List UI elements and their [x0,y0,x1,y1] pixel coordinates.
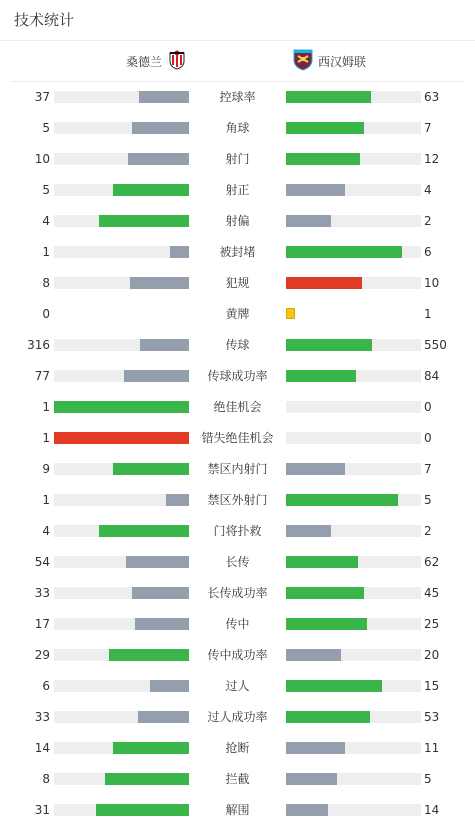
stat-row [0,764,475,795]
home-stat-bar [54,432,189,444]
stat-row [0,516,475,547]
home-stat-value: 4 [42,524,50,538]
home-stat-bar-fill [166,494,189,506]
stat-row [0,547,475,578]
away-stat-bar-fill [286,184,345,196]
away-stat-value: 45 [424,586,440,600]
home-stat-value: 5 [42,121,50,135]
stat-row [0,299,475,330]
home-stat-bar [54,153,189,165]
home-stat-bar-fill [170,246,189,258]
home-stat-bar-fill [113,463,189,475]
stat-label: 过人成功率 [207,710,268,724]
stat-row [0,423,475,454]
stat-row [0,237,475,268]
away-stat-bar [286,494,421,506]
home-stat-bar-fill [140,339,189,351]
home-stat-bar [54,680,189,692]
stat-row [0,144,475,175]
stat-label: 长传 [225,555,250,569]
away-stat-value: 0 [424,400,432,414]
home-team[interactable] [126,41,188,81]
home-stat-bar [54,339,189,351]
home-stat-value: 8 [42,276,50,290]
stat-label: 绝佳机会 [213,400,262,414]
away-stat-value: 2 [424,214,432,228]
home-stat-bar-fill [128,153,189,165]
home-stat-value: 10 [34,152,50,166]
home-stat-bar-fill [130,277,189,289]
home-stat-bar-fill [99,525,189,537]
away-stat-bar-fill [286,618,367,630]
home-stat-bar [54,773,189,785]
home-stat-bar-fill [124,370,189,382]
home-stat-bar [54,804,189,816]
home-stat-bar-fill [113,742,189,754]
away-stat-bar-fill [286,153,360,165]
stat-label: 犯规 [225,276,250,290]
home-stat-bar [54,184,189,196]
away-stat-bar [286,432,421,444]
away-stat-value: 12 [424,152,440,166]
away-stat-bar-fill [286,680,382,692]
away-stat-value: 11 [424,741,440,755]
away-stat-value: 5 [424,772,432,786]
away-stat-bar [286,153,421,165]
stat-label: 角球 [225,121,250,135]
stat-label: 禁区外射门 [207,493,268,507]
home-stat-bar [54,122,189,134]
home-stat-bar-fill [139,91,189,103]
home-stat-bar-fill [132,122,189,134]
home-stat-value: 9 [42,462,50,476]
stat-label: 传中 [225,617,250,631]
stat-row [0,392,475,423]
home-stat-bar-fill [54,432,189,444]
home-stat-value: 17 [34,617,50,631]
home-stat-bar-fill [109,649,189,661]
home-stat-bar [54,742,189,754]
away-stat-bar-fill [286,587,364,599]
stat-label: 射门 [225,152,250,166]
teams-header [0,41,475,81]
stat-label: 拦截 [225,772,250,786]
home-stat-value: 1 [42,400,50,414]
stat-row [0,113,475,144]
away-stat-value: 53 [424,710,440,724]
away-stat-bar [286,525,421,537]
home-stat-bar-fill [96,804,189,816]
home-stat-bar [54,215,189,227]
home-stat-value: 0 [42,307,50,321]
stat-row [0,795,475,826]
away-stat-bar-fill [286,742,345,754]
yellow-card-icon [286,308,295,319]
home-stat-bar [54,525,189,537]
away-stat-bar [286,680,421,692]
stat-row [0,640,475,671]
stats-list [0,82,475,826]
home-stat-value: 5 [42,183,50,197]
home-stat-value: 1 [42,493,50,507]
home-stat-bar [54,494,189,506]
away-stat-bar [286,401,421,413]
stat-label: 禁区内射门 [207,462,268,476]
away-stat-bar-fill [286,91,371,103]
away-stat-bar-fill [286,556,358,568]
home-stat-value: 33 [34,710,50,724]
home-stat-value: 6 [42,679,50,693]
away-stat-value: 7 [424,462,432,476]
away-stat-bar-fill [286,649,341,661]
away-stat-bar-fill [286,246,402,258]
home-stat-bar-fill [138,711,189,723]
stat-row [0,671,475,702]
home-stat-bar-fill [99,215,189,227]
home-stat-bar [54,401,189,413]
home-stat-bar-fill [150,680,189,692]
away-stat-bar [286,91,421,103]
stat-row [0,330,475,361]
home-stat-value: 37 [34,90,50,104]
away-stat-value: 0 [424,431,432,445]
home-stat-value: 1 [42,431,50,445]
away-stat-value: 10 [424,276,440,290]
home-stat-bar-fill [132,587,189,599]
away-stat-value: 6 [424,245,432,259]
away-stat-bar [286,618,421,630]
away-stat-bar [286,339,421,351]
away-stat-value: 550 [424,338,447,352]
home-stat-bar [54,370,189,382]
home-stat-bar-fill [113,184,189,196]
away-stat-bar-fill [286,494,398,506]
home-stat-bar [54,711,189,723]
away-stat-bar [286,122,421,134]
away-stat-bar-fill [286,339,372,351]
away-team[interactable] [292,41,366,81]
away-stat-bar [286,711,421,723]
stat-label: 门将扑救 [213,524,262,538]
away-stat-bar-fill [286,773,337,785]
stat-row [0,485,475,516]
stat-label: 传中成功率 [207,648,268,662]
away-stat-bar-fill [286,804,328,816]
home-team-name: 桑德兰 [125,54,162,69]
stat-row [0,175,475,206]
stat-row [0,702,475,733]
home-stat-bar-fill [105,773,189,785]
away-stat-bar [286,463,421,475]
away-stat-bar-fill [286,711,370,723]
page-title: 技术统计 [14,11,75,29]
home-stat-bar [54,277,189,289]
stat-label: 射正 [225,183,250,197]
away-stat-value: 2 [424,524,432,538]
away-stat-value: 14 [424,803,440,817]
away-stat-value: 62 [424,555,440,569]
stat-row [0,268,475,299]
home-stat-bar [54,587,189,599]
away-stat-value: 15 [424,679,440,693]
home-stat-value: 316 [27,338,50,352]
stat-row [0,361,475,392]
stat-row [0,578,475,609]
away-stat-bar [286,556,421,568]
stat-label: 控球率 [219,90,256,104]
home-stat-bar [54,463,189,475]
away-stat-bar [286,370,421,382]
home-stat-bar [54,91,189,103]
away-stat-bar [286,215,421,227]
away-stat-value: 25 [424,617,440,631]
away-stat-bar [286,649,421,661]
home-stat-bar [54,246,189,258]
stat-label: 长传成功率 [207,586,268,600]
away-stat-value: 20 [424,648,440,662]
stat-label: 解围 [225,803,250,817]
home-stat-value: 77 [34,369,50,383]
home-stat-bar [54,618,189,630]
stat-row [0,609,475,640]
home-stat-bar [54,556,189,568]
away-stat-value: 4 [424,183,432,197]
away-stat-value: 5 [424,493,432,507]
home-stat-bar [54,649,189,661]
away-stat-bar [286,184,421,196]
home-stat-value: 1 [42,245,50,259]
stat-row [0,206,475,237]
away-stat-bar [286,742,421,754]
away-stat-bar-fill [286,277,362,289]
away-stat-bar [286,773,421,785]
home-stat-value: 54 [34,555,50,569]
away-stat-bar-fill [286,525,331,537]
away-stat-bar [286,277,421,289]
home-stat-value: 14 [34,741,50,755]
stat-label: 被封堵 [219,245,256,259]
away-stat-value: 84 [424,369,440,383]
away-stat-bar-fill [286,122,364,134]
home-stat-value: 4 [42,214,50,228]
stat-label: 黄牌 [225,307,250,321]
home-stat-value: 31 [34,803,50,817]
stat-label: 过人 [225,679,250,693]
away-stat-value: 63 [424,90,440,104]
away-stat-bar [286,804,421,816]
home-stat-value: 29 [34,648,50,662]
stat-row [0,454,475,485]
sunderland-crest-icon [166,48,188,74]
away-stat-bar-fill [286,370,356,382]
away-stat-value: 1 [424,307,432,321]
west-ham-crest-icon [292,47,314,75]
stat-label: 传球成功率 [207,369,268,383]
stat-label: 传球 [225,338,250,352]
stat-row [0,82,475,113]
home-stat-bar-fill [126,556,189,568]
home-stat-value: 33 [34,586,50,600]
home-stat-value: 8 [42,772,50,786]
home-stat-bar-fill [54,401,189,413]
away-team-name: 西汉姆联 [318,54,367,69]
stat-label: 射偏 [225,214,250,228]
away-stat-bar [286,587,421,599]
stat-label: 抢断 [225,741,250,755]
stat-row [0,733,475,764]
away-stat-value: 7 [424,121,432,135]
stat-label: 错失绝佳机会 [201,431,274,445]
away-stat-bar-fill [286,463,345,475]
away-stat-bar-fill [286,215,331,227]
away-stat-bar [286,246,421,258]
home-stat-bar-fill [135,618,189,630]
